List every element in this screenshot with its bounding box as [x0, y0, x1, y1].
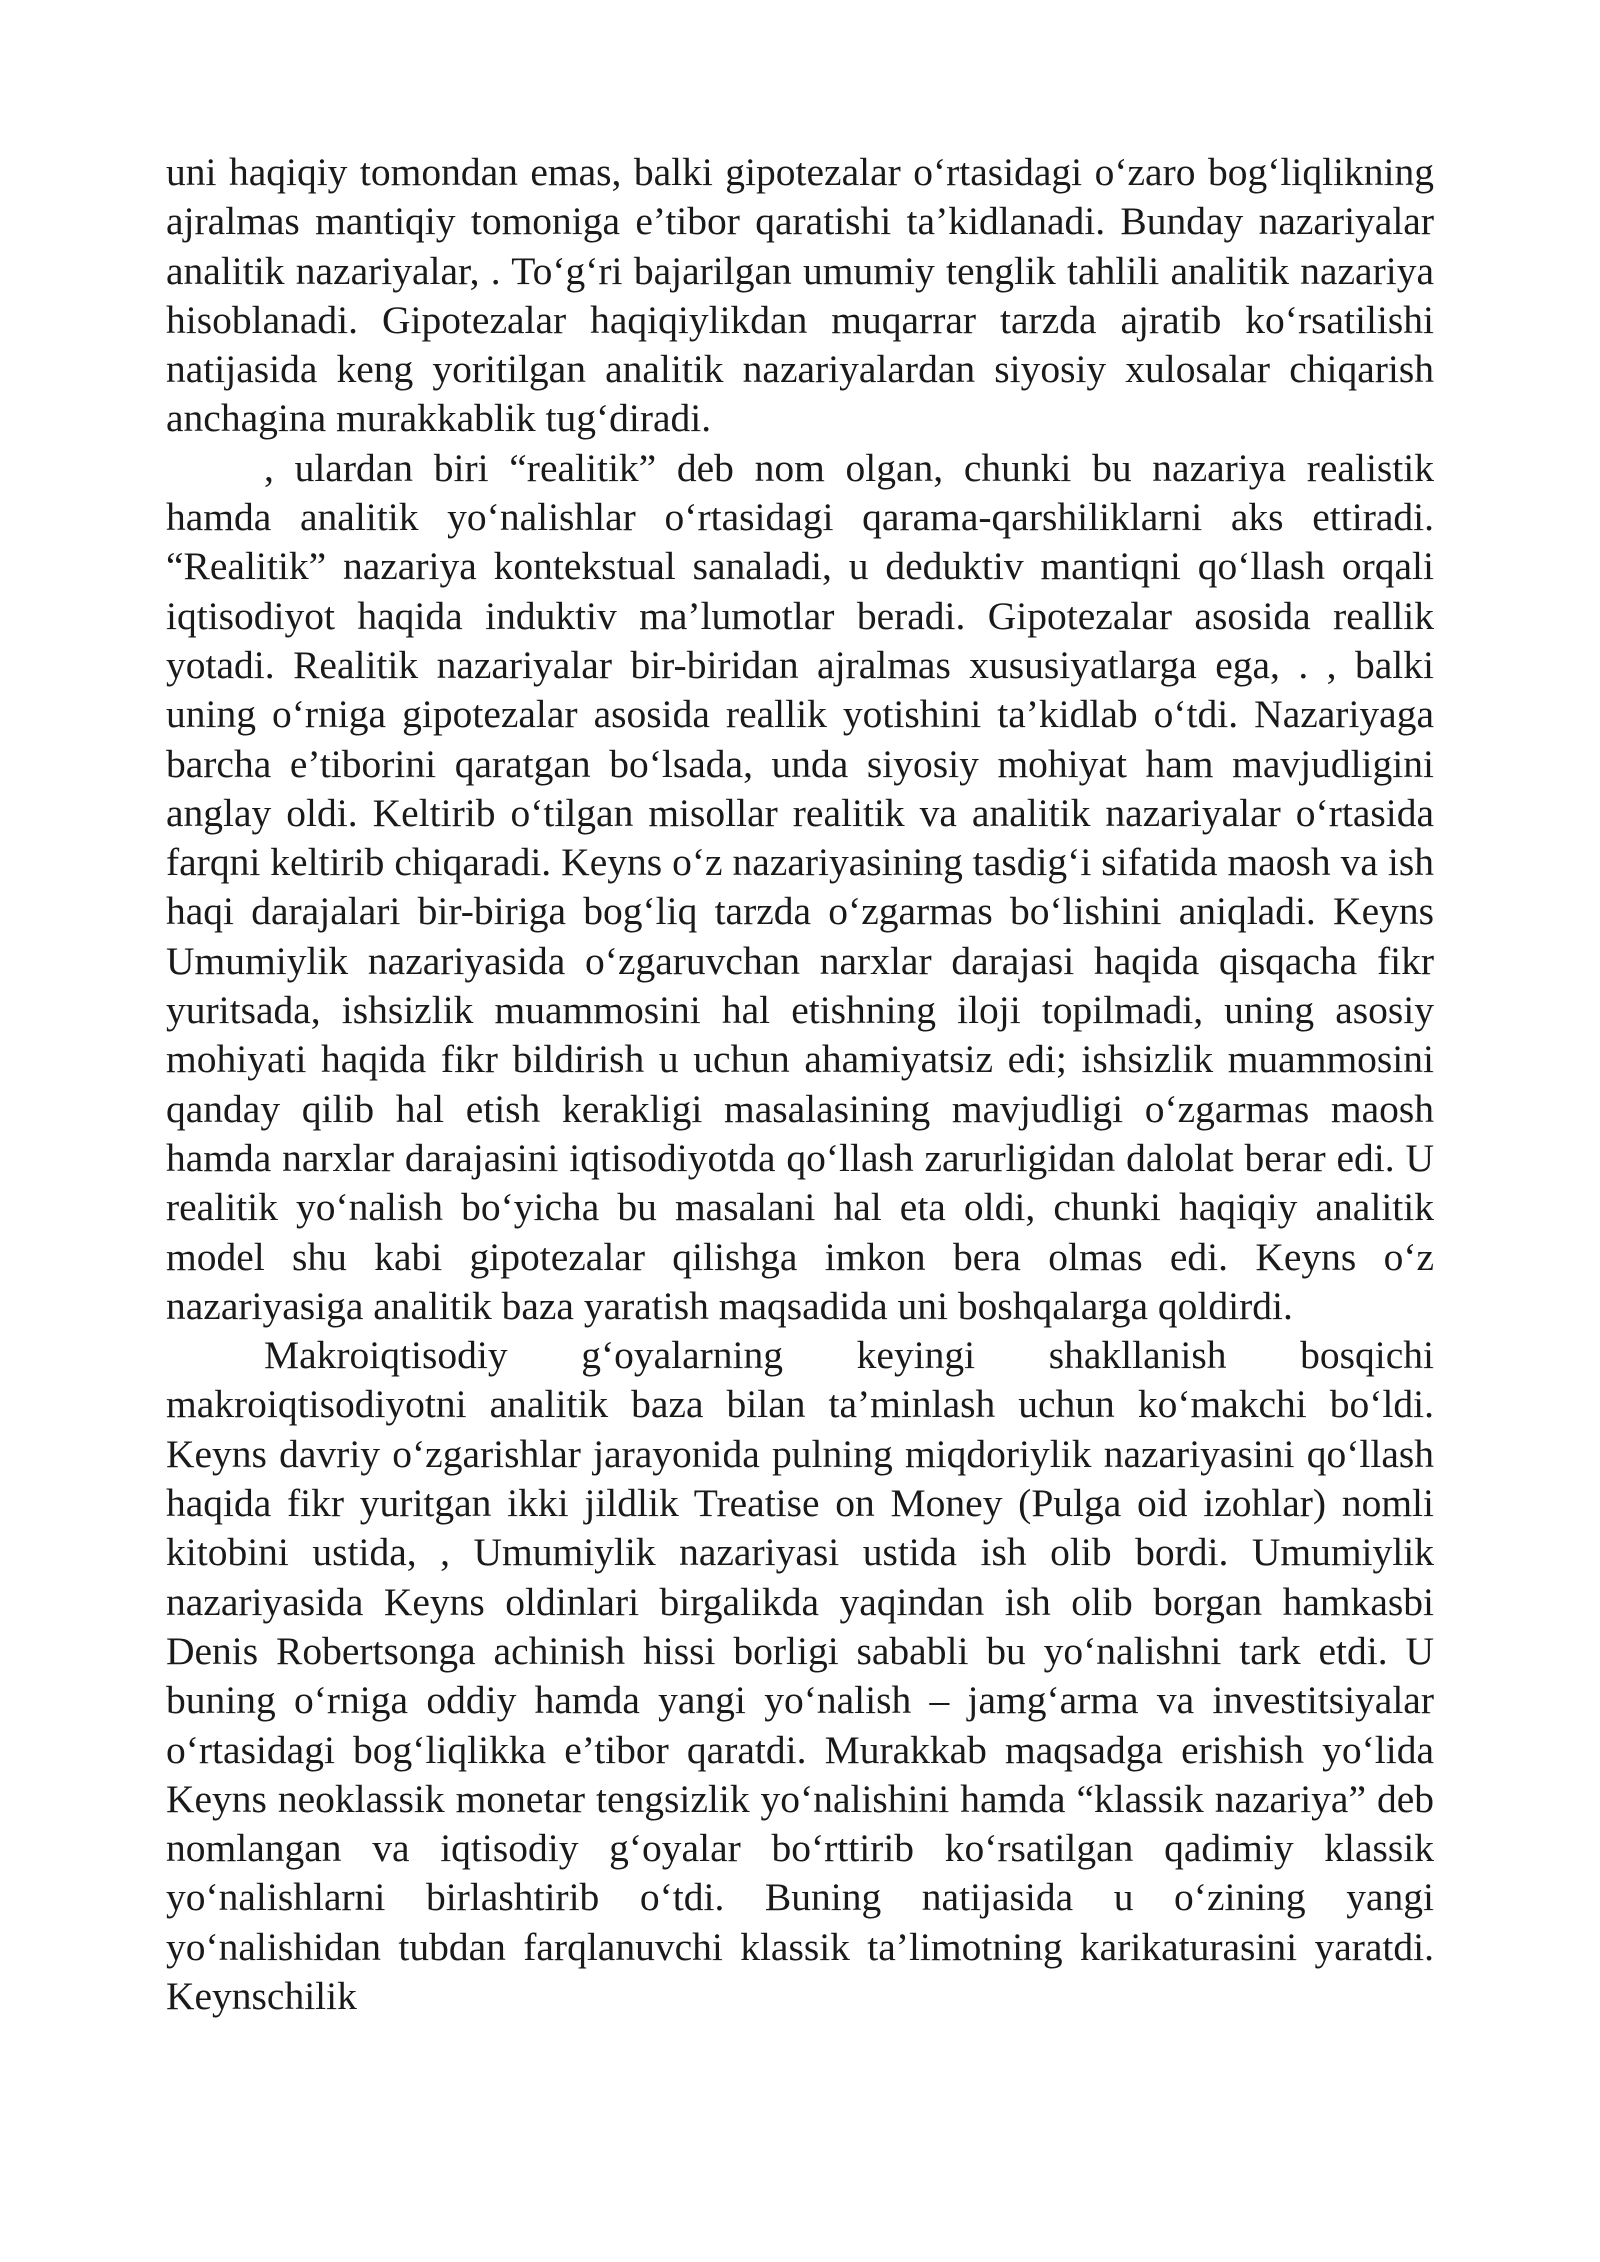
- paragraph-2: , ulardan biri “realitik” deb nom olgan, chunki bu nazariya realistik hamda analitik yo‘nalishlar o‘rtasidagi qarama-qarshiliklarni aks ettiradi. “Realitik” nazariya kontekstual sanaladi, u deduktiv mantiqni qo‘llash orqali iqtisodiyot haqida induktiv ma’lumotlar beradi. Gipotezalar asosida reallik yotadi. Realitik nazariyalar bir-biridan ajralmas xususiyatlarga ega, . , balki uning o‘rniga gipotezalar asosida reallik yotishini ta’kidlab o‘tdi. Nazariyaga barcha e’tiborini qaratgan bo‘lsada, unda siyosiy mohiyat ham mavjudligini anglay oldi. Keltirib o‘tilgan misollar realitik va analitik nazariyalar o‘rtasida farqni keltirib chiqaradi. Keyns o‘z nazariyasining tasdig‘i sifatida maosh va ish haqi darajalari bir-biriga bog‘liq tarzda o‘zgarmas bo‘lishini aniqladi. Keyns Umumiylik nazariyasida o‘zgaruvchan narxlar darajasi haqida qisqacha fikr yuritsada, ishsizlik muammosini hal etishning iloji topilmadi, uning asosiy mohiyati haqida fikr bildirish u uchun ahamiyatsiz edi; ishsizlik muammosini qanday qilib hal etish kerakligi masalasining mavjudligi o‘zgarmas maosh hamda narxlar darajasini iqtisodiyotda qo‘llash zarurligidan dalolat berar edi. U realitik yo‘nalish bo‘yicha bu masalani hal eta oldi, chunki haqiqiy analitik model shu kabi gipotezalar qilishga imkon bera olmas edi. Keyns o‘z nazariyasiga analitik baza yaratish maqsadida uni boshqalarga qoldirdi.: [166, 445, 1434, 1328]
- document-page: [166, 148, 1434, 2021]
- paragraph-1: uni haqiqiy tomondan emas, balki gipotezalar o‘rtasidagi o‘zaro bog‘liqlikning ajralmas mantiqiy tomoniga e’tibor qaratishi ta’kidlanadi. Bunday nazariyalar analitik nazariyalar, . To‘g‘ri bajarilgan umumiy tenglik tahlili analitik nazariya hisoblanadi. Gipotezalar haqiqiylikdan muqarrar tarzda ajratib ko‘rsatilishi natijasida keng yoritilgan analitik nazariyalardan siyosiy xulosalar chiqarish anchagina murakkablik tug‘diradi.: [166, 150, 1434, 441]
- paragraph-3: Makroiqtisodiy g‘oyalarning keyingi shakllanish bosqichi makroiqtisodiyotni analitik baza bilan ta’minlash uchun ko‘makchi bo‘ldi. Keyns davriy o‘zgarishlar jarayonida pulning miqdoriylik nazariyasini qo‘llash haqida fikr yuritgan ikki jildlik Treatise on Money (Pulga oid izohlar) nomli kitobini ustida, , Umumiylik nazariyasi ustida ish olib bordi. Umumiylik nazariyasida Keyns oldinlari birgalikda yaqindan ish olib borgan hamkasbi Denis Robertsonga achinish hissi borligi sababli bu yo‘nalishni tark etdi. U buning o‘rniga oddiy hamda yangi yo‘nalish – jamg‘arma va investitsiyalar o‘rtasidagi bog‘liqlikka e’tibor qaratdi. Murakkab maqsadga erishish yo‘lida Keyns neoklassik monetar tengsizlik yo‘nalishini hamda “klassik nazariya” deb nomlangan va iqtisodiy g‘oyalar bo‘rttirib ko‘rsatilgan qadimiy klassik yo‘nalishlarni birlashtirib o‘tdi. Buning natijasida u o‘zining yangi yo‘nalishidan tubdan farqlanuvchi klassik ta’limotning karikaturasini yaratdi. Keynschilik: [166, 1333, 1434, 2018]
